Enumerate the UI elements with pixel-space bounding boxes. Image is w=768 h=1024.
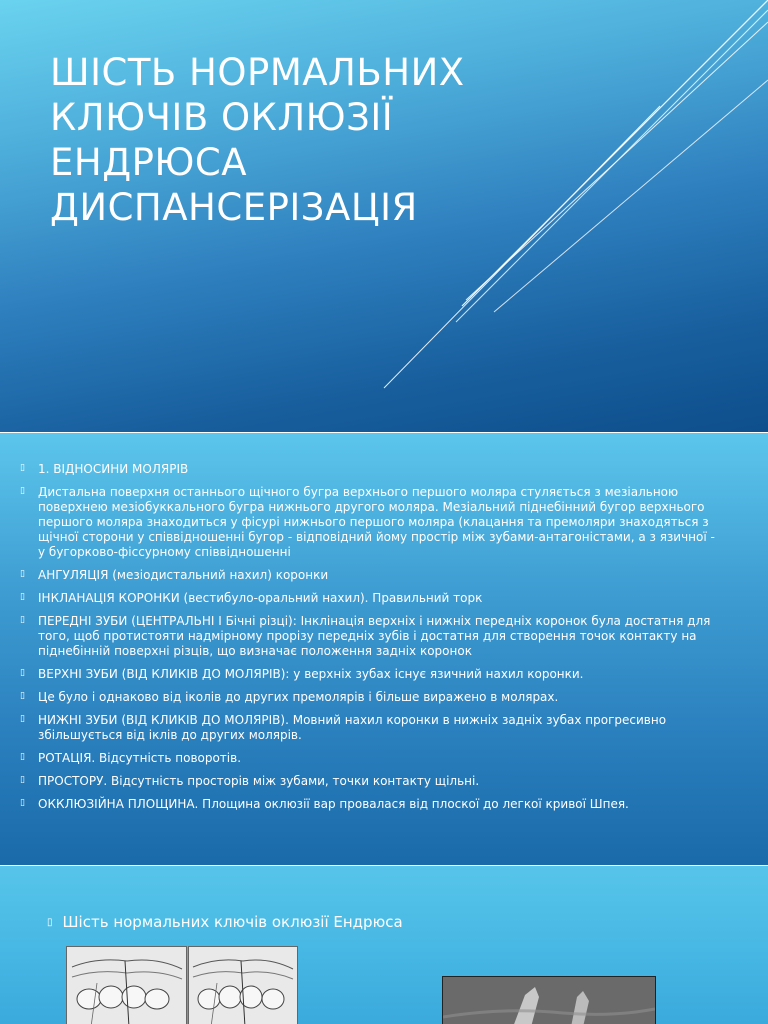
title-line: КЛЮЧІВ ОКЛЮЗІЇ [50,96,394,139]
list-item-text: НИЖНІ ЗУБИ (ВІД КЛИКІВ ДО МОЛЯРІВ). Мовний нахил коронки в нижніх задніх зубах прогресивно збільшується від іклів до других молярів. [38,713,667,742]
content-slide [0,433,768,865]
bullet-icon: ▯ [20,463,25,473]
teeth-drawing [67,947,186,1024]
bullet-icon: ▯ [20,798,25,808]
list-item-text: 1. ВІДНОСИНИ МОЛЯРІВ [38,462,189,476]
list-item [20,690,720,705]
bullet-icon: ▯ [20,668,25,678]
list-item-text: ОККЛЮЗІЙНА ПЛОЩИНА. Площина оклюзії вар провалася від плоскої до легкої кривої Шпея. [38,797,629,811]
bullet-icon: ▯ [47,917,53,928]
title-line: ДИСПАНСЕРІЗАЦІЯ [50,186,418,229]
title-line: ЕНДРЮСА [50,141,248,184]
list-item-text: Це було і однаково від іколів до других премолярів і більше виражено в молярах. [38,690,559,704]
title-line: ШІСТЬ НОРМАЛЬНИХ [50,51,465,94]
bullet-icon: ▯ [20,775,25,785]
list-item [20,751,720,766]
list-item [20,614,720,659]
bullet-list [20,462,720,820]
list-item-text: ВЕРХНІ ЗУБИ (ВІД КЛИКІВ ДО МОЛЯРІВ): у верхніх зубах існує язичний нахил коронки. [38,667,584,681]
list-item-text: ІНКЛАНАЦІЯ КОРОНКИ (вестибуло-оральний нахил). Правильний торк [38,591,483,605]
image-slide [0,866,768,1024]
list-item-text: ПЕРЕДНІ ЗУБИ (ЦЕНТРАЛЬНІ І Бічні різці): Інклінація верхніх і нижніх передніх коронок була достатня для того, щоб протистояти надмірному прорізу передніх зубів і достатня для створення точок контакту на піднебінній поверхні різців, що визначає положення задніх коронок [38,614,711,658]
bullet-icon: ▯ [20,569,25,579]
xray-drawing [443,977,655,1024]
slide-heading-text: Шість нормальних ключів оклюзії Ендрюса [62,913,403,931]
list-item [20,568,720,583]
xray-image [442,976,656,1024]
list-item [20,667,720,682]
bullet-icon: ▯ [20,486,25,496]
teeth-drawing [189,947,297,1024]
bullet-icon: ▯ [20,615,25,625]
bullet-icon: ▯ [20,592,25,602]
list-item-text: ПРОСТОРУ. Відсутність просторів між зубами, точки контакту щільні. [38,774,480,788]
list-item-text: РОТАЦІЯ. Відсутність поворотів. [38,751,242,765]
slide-title [50,50,490,230]
list-item [20,797,720,812]
list-item [20,713,720,743]
bullet-icon: ▯ [20,691,25,701]
teeth-diagram-image [188,946,298,1024]
bullet-icon: ▯ [20,752,25,762]
list-item-text: Дистальна поверхня останнього щічного бугра верхнього першого моляра стуляється з мезіальною поверхнею мезіобуккального бугра нижнього другого моляра. Мезіальний піднебінний бугор верхнього першого моляра знаходиться у фісурі нижнього першого моляра (клацання та премоляри знаходяться з щічної сторони у співвідношенні бугор - відповідний йому простір між зубами-антагоністами, а з язичної - у бугорково-фіссурному співвідношенні [38,485,715,559]
teeth-diagram-image [66,946,187,1024]
bullet-icon: ▯ [20,714,25,724]
title-slide [0,0,768,432]
list-item [20,774,720,789]
slide-heading [47,912,403,933]
list-item [20,591,720,606]
list-item [20,485,720,560]
list-item [20,462,720,477]
list-item-text: АНГУЛЯЦІЯ (мезіодистальний нахил) коронки [38,568,329,582]
